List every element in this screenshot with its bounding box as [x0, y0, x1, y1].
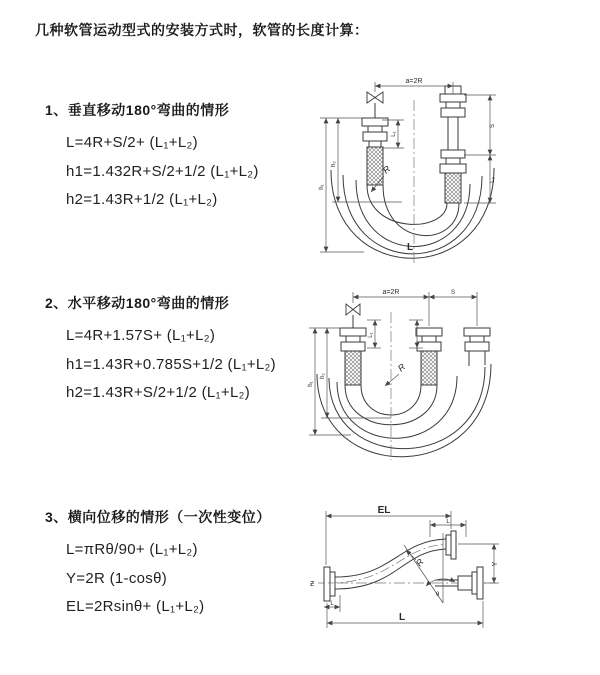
- upper-right-flange: [446, 531, 456, 559]
- dim-l-label: L: [398, 612, 406, 623]
- diagram-horizontal-180-bend: [305, 282, 567, 467]
- section2-formula-L: L=4R+1.57S+ (L₁+L₂): [66, 327, 216, 344]
- valve-icon: [346, 304, 360, 328]
- section-lateral-displacement: [45, 507, 271, 622]
- right-braided-hose: [445, 173, 461, 203]
- left-flange: [324, 567, 335, 601]
- section3-heading: 3、横向位移的情形（一次性变位）: [45, 509, 271, 525]
- left-flange-stack: [340, 328, 366, 351]
- dim-l1-label: L₁: [368, 332, 374, 338]
- left-braided-hose: [345, 351, 361, 385]
- dim-h1-label: h₁: [319, 184, 325, 190]
- section1-formula-h2: h2=1.43R+1/2 (L₁+L₂): [66, 191, 218, 208]
- hose-u-bends: [317, 364, 491, 457]
- dim-s: [429, 292, 477, 326]
- section1-heading: 1、垂直移动180°弯曲的情形: [45, 102, 230, 118]
- dim-el: [326, 511, 451, 565]
- left-braided-hose: [367, 147, 383, 185]
- diagram-vertical-180-bend: [312, 72, 552, 270]
- diagram-lateral-displacement: [298, 503, 600, 643]
- valve-icon: [367, 92, 383, 118]
- middle-flange-stack: [416, 328, 442, 351]
- radius-leader: [406, 550, 416, 560]
- section3-formula-L: L=πRθ/90+ (L₁+L₂): [66, 541, 198, 558]
- dim-h2-label: h₂: [331, 161, 337, 167]
- left-flange-stack: [362, 118, 388, 147]
- dim-l1-label: L₁: [391, 131, 397, 137]
- section2-formula-h1: h1=1.43R+0.785S+1/2 (L₁+L₂): [66, 355, 276, 373]
- radius-label: R: [395, 361, 408, 374]
- dim-a2r-label: a=2R: [382, 289, 400, 296]
- middle-braided-hose: [421, 351, 437, 385]
- dim-h1: [320, 118, 364, 252]
- section2-formula-h2: h2=1.43R+S/2+1/2 (L₁+L₂): [66, 384, 251, 401]
- radius-label: R: [413, 556, 426, 569]
- dim-l2-label: L₂: [490, 177, 496, 183]
- section1-formula-h1: h1=1.432R+S/2+1/2 (L₁+L₂): [66, 162, 259, 180]
- dim-s-label: S: [450, 290, 456, 296]
- dim-h2-label: h₂: [320, 373, 326, 379]
- theta-label: θ: [436, 592, 440, 598]
- length-label: L: [407, 242, 414, 253]
- radius-leader: [385, 374, 399, 386]
- hose-centerline: [328, 544, 450, 583]
- section3-formula-Y: Y=2R (1-cosθ): [66, 569, 168, 587]
- dim-l2-label: L: [446, 519, 450, 525]
- right-flange-stack: [464, 328, 490, 351]
- dim-el-label: EL: [377, 505, 391, 516]
- section1-formula-L: L=4R+S/2+ (L₁+L₂): [66, 134, 198, 151]
- page-title: 几种软管运动型式的安装方式时，软管的长度计算：: [35, 22, 369, 38]
- section-horizontal-bend: [45, 293, 276, 408]
- radius-label: R: [380, 163, 393, 176]
- section-vertical-bend: [45, 100, 259, 215]
- dim-y-label: Y: [492, 561, 499, 567]
- right-flange-stack-bottom: [440, 150, 466, 173]
- dim-s-label: S: [490, 123, 496, 129]
- section2-heading: 2、水平移动180°弯曲的情形: [45, 295, 230, 311]
- dim-l1-label: L: [330, 601, 334, 607]
- section3-formula-EL: EL=2Rsinθ+ (L₁+L₂): [66, 598, 205, 615]
- axis-mark-label: Ƶ: [310, 581, 315, 588]
- dim-h1-label: h₁: [308, 381, 314, 387]
- dim-a2r-label: a=2R: [405, 78, 423, 85]
